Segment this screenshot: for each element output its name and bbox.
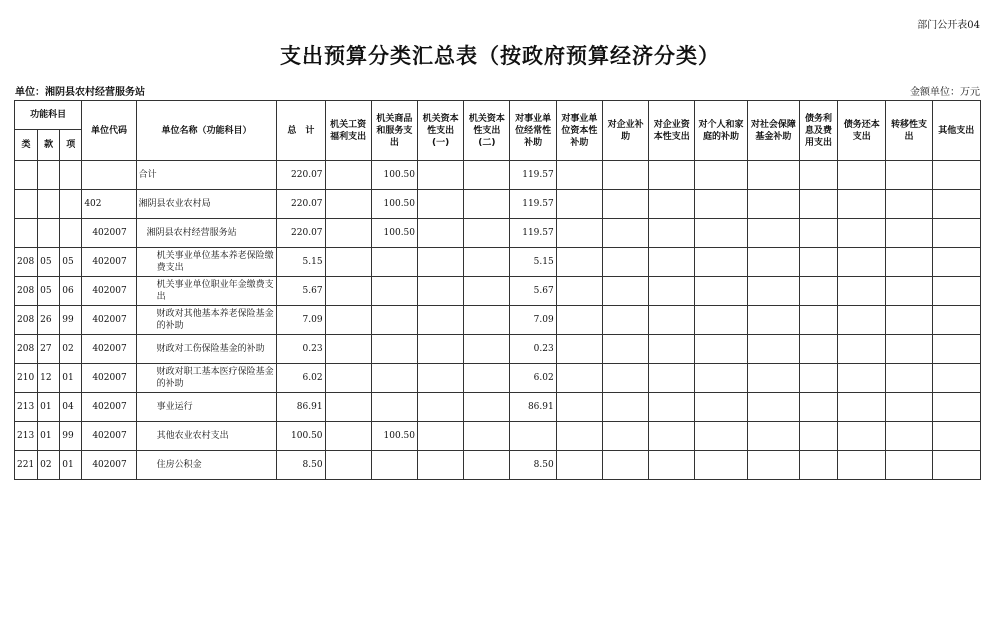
cell-c4 [464,364,510,393]
cell-c7 [602,219,648,248]
cell-lei [15,190,38,219]
cell-xiang: 99 [60,306,82,335]
header-c10: 对社会保障基金补助 [747,101,799,161]
cell-c13 [886,248,932,277]
cell-c2 [371,364,417,393]
cell-c6 [556,451,602,480]
cell-c12 [838,277,886,306]
cell-c14 [932,190,980,219]
cell-xiang [60,219,82,248]
cell-c5: 0.23 [510,335,556,364]
table-row [15,393,981,422]
cell-c10 [747,393,799,422]
cell-c4 [464,335,510,364]
cell-c9 [695,219,747,248]
cell-total: 86.91 [277,393,325,422]
cell-unit-code: 402 [82,190,136,219]
cell-xiang: 01 [60,364,82,393]
cell-c10 [747,161,799,190]
cell-c3 [418,364,464,393]
cell-c13 [886,277,932,306]
cell-c1 [325,277,371,306]
cell-unit-code: 402007 [82,219,136,248]
cell-c1 [325,161,371,190]
cell-c6 [556,190,602,219]
cell-total: 0.23 [277,335,325,364]
cell-c2: 100.50 [371,422,417,451]
cell-kuan: 27 [38,335,60,364]
header-kuan: 款 [38,130,60,161]
header-c2: 机关商品和服务支出 [371,101,417,161]
table-row [15,335,981,364]
cell-lei: 208 [15,335,38,364]
cell-lei: 213 [15,422,38,451]
cell-c7 [602,364,648,393]
cell-c3 [418,248,464,277]
cell-c13 [886,364,932,393]
cell-c9 [695,277,747,306]
cell-c2: 100.50 [371,190,417,219]
cell-c9 [695,248,747,277]
cell-c12 [838,248,886,277]
cell-c6 [556,219,602,248]
expenditure-table [14,100,981,480]
table-row [15,277,981,306]
table-row [15,451,981,480]
header-unit-code: 单位代码 [82,101,136,161]
cell-kuan: 02 [38,451,60,480]
cell-c10 [747,422,799,451]
amount-unit-label: 金额单位：万元 [910,87,980,98]
cell-c4 [464,306,510,335]
cell-c1 [325,451,371,480]
cell-kuan [38,190,60,219]
header-c1: 机关工资福利支出 [325,101,371,161]
cell-c7 [602,422,648,451]
cell-c14 [932,451,980,480]
header-c14: 其他支出 [932,101,980,161]
cell-lei: 210 [15,364,38,393]
table-row [15,422,981,451]
cell-c10 [747,335,799,364]
cell-unit-name: 合计 [136,161,277,190]
cell-c13 [886,335,932,364]
cell-c3 [418,422,464,451]
table-row [15,161,981,190]
table-body [15,161,981,480]
cell-c9 [695,393,747,422]
cell-lei [15,219,38,248]
cell-c13 [886,219,932,248]
cell-c9 [695,306,747,335]
cell-c13 [886,422,932,451]
cell-c12 [838,451,886,480]
header-c6: 对事业单位资本性补助 [556,101,602,161]
cell-c5: 8.50 [510,451,556,480]
cell-c10 [747,451,799,480]
header-c11: 债务利息及费用支出 [799,101,837,161]
cell-unit-code: 402007 [82,335,136,364]
cell-c11 [799,422,837,451]
cell-c10 [747,364,799,393]
header-c3: 机关资本性支出(一) [418,101,464,161]
cell-c14 [932,422,980,451]
cell-total: 5.67 [277,277,325,306]
cell-c14 [932,364,980,393]
cell-unit-name: 湘阴县农业农村局 [136,190,277,219]
page-title: 支出预算分类汇总表（按政府预算经济分类） [280,44,720,68]
cell-c7 [602,190,648,219]
cell-unit-code: 402007 [82,422,136,451]
cell-c3 [418,451,464,480]
cell-unit-code: 402007 [82,364,136,393]
cell-c3 [418,306,464,335]
header-c5: 对事业单位经常性补助 [510,101,556,161]
cell-c14 [932,306,980,335]
cell-c8 [649,306,695,335]
cell-c12 [838,161,886,190]
cell-c14 [932,393,980,422]
cell-total: 220.07 [277,219,325,248]
cell-c8 [649,364,695,393]
cell-c14 [932,248,980,277]
cell-unit-code: 402007 [82,306,136,335]
cell-c13 [886,393,932,422]
cell-c7 [602,451,648,480]
cell-c6 [556,393,602,422]
cell-c8 [649,451,695,480]
cell-c1 [325,248,371,277]
cell-c2 [371,306,417,335]
cell-c5: 86.91 [510,393,556,422]
cell-lei: 208 [15,248,38,277]
cell-c4 [464,219,510,248]
cell-c5: 119.57 [510,190,556,219]
cell-unit-code [82,161,136,190]
cell-c9 [695,451,747,480]
cell-c1 [325,306,371,335]
cell-c9 [695,335,747,364]
header-lei: 类 [15,130,38,161]
cell-unit-name: 机关事业单位职业年金缴费支出 [136,277,277,306]
header-c4: 机关资本性支出(二) [464,101,510,161]
cell-c1 [325,393,371,422]
cell-c7 [602,306,648,335]
cell-c11 [799,161,837,190]
cell-unit-name: 住房公积金 [136,451,277,480]
cell-c11 [799,248,837,277]
cell-c2 [371,248,417,277]
cell-c10 [747,248,799,277]
cell-c14 [932,335,980,364]
cell-c14 [932,277,980,306]
cell-unit-name: 事业运行 [136,393,277,422]
cell-c7 [602,335,648,364]
cell-xiang [60,190,82,219]
cell-kuan [38,161,60,190]
table-row [15,364,981,393]
cell-total: 8.50 [277,451,325,480]
cell-c5: 6.02 [510,364,556,393]
cell-c12 [838,306,886,335]
cell-c6 [556,422,602,451]
cell-c3 [418,190,464,219]
cell-total: 5.15 [277,248,325,277]
table-row [15,306,981,335]
cell-c11 [799,219,837,248]
cell-c8 [649,161,695,190]
cell-c10 [747,219,799,248]
cell-total: 220.07 [277,190,325,219]
cell-total: 7.09 [277,306,325,335]
header-c12: 债务还本支出 [838,101,886,161]
cell-kuan: 01 [38,422,60,451]
cell-unit-name: 湘阴县农村经营服务站 [136,219,277,248]
cell-kuan: 05 [38,277,60,306]
cell-unit-code: 402007 [82,248,136,277]
cell-c5: 119.57 [510,161,556,190]
cell-c8 [649,422,695,451]
cell-c12 [838,422,886,451]
cell-xiang: 02 [60,335,82,364]
cell-c6 [556,364,602,393]
cell-total: 100.50 [277,422,325,451]
cell-c3 [418,277,464,306]
cell-kuan: 05 [38,248,60,277]
cell-xiang: 04 [60,393,82,422]
cell-c4 [464,248,510,277]
cell-c8 [649,277,695,306]
cell-c11 [799,364,837,393]
cell-c11 [799,393,837,422]
cell-c2 [371,393,417,422]
cell-c12 [838,219,886,248]
cell-c2 [371,277,417,306]
cell-unit-code: 402007 [82,451,136,480]
cell-c4 [464,277,510,306]
cell-c3 [418,219,464,248]
cell-c4 [464,393,510,422]
cell-c13 [886,190,932,219]
cell-c11 [799,306,837,335]
cell-c3 [418,161,464,190]
cell-c12 [838,364,886,393]
cell-c13 [886,161,932,190]
cell-c9 [695,364,747,393]
cell-xiang: 01 [60,451,82,480]
header-xiang: 项 [60,130,82,161]
cell-lei [15,161,38,190]
cell-c11 [799,335,837,364]
cell-xiang [60,161,82,190]
header-c8: 对企业资本性支出 [649,101,695,161]
cell-c6 [556,335,602,364]
cell-c9 [695,161,747,190]
cell-c2 [371,335,417,364]
cell-lei: 213 [15,393,38,422]
cell-xiang: 06 [60,277,82,306]
unit-label: 单位：湘阴县农村经营服务站 [15,87,145,98]
cell-kuan: 01 [38,393,60,422]
cell-c4 [464,190,510,219]
header-c9: 对个人和家庭的补助 [695,101,747,161]
cell-c10 [747,277,799,306]
cell-c12 [838,393,886,422]
header-c7: 对企业补助 [602,101,648,161]
cell-c13 [886,306,932,335]
form-number: 部门公开表04 [917,20,980,31]
cell-c7 [602,393,648,422]
cell-total: 6.02 [277,364,325,393]
table-row [15,248,981,277]
cell-lei: 221 [15,451,38,480]
cell-c5: 5.15 [510,248,556,277]
cell-c1 [325,364,371,393]
cell-c4 [464,451,510,480]
cell-c14 [932,219,980,248]
cell-lei: 208 [15,277,38,306]
cell-lei: 208 [15,306,38,335]
cell-c3 [418,335,464,364]
cell-c5 [510,422,556,451]
cell-c5: 5.67 [510,277,556,306]
cell-xiang: 05 [60,248,82,277]
cell-c5: 7.09 [510,306,556,335]
cell-c6 [556,248,602,277]
cell-c7 [602,277,648,306]
cell-c11 [799,451,837,480]
cell-c7 [602,248,648,277]
cell-c4 [464,422,510,451]
cell-total: 220.07 [277,161,325,190]
cell-c8 [649,335,695,364]
cell-c9 [695,422,747,451]
cell-c2: 100.50 [371,219,417,248]
cell-c10 [747,190,799,219]
table-row [15,190,981,219]
cell-unit-name: 财政对职工基本医疗保险基金的补助 [136,364,277,393]
cell-c2: 100.50 [371,161,417,190]
cell-kuan [38,219,60,248]
cell-xiang: 99 [60,422,82,451]
cell-kuan: 12 [38,364,60,393]
table-row [15,219,981,248]
cell-c7 [602,161,648,190]
cell-c8 [649,248,695,277]
cell-unit-name: 其他农业农村支出 [136,422,277,451]
cell-c12 [838,335,886,364]
cell-c10 [747,306,799,335]
cell-c4 [464,161,510,190]
cell-c11 [799,277,837,306]
cell-unit-name: 机关事业单位基本养老保险缴费支出 [136,248,277,277]
cell-c3 [418,393,464,422]
cell-c6 [556,161,602,190]
header-total: 总 计 [277,101,325,161]
header-c13: 转移性支出 [886,101,932,161]
cell-unit-code: 402007 [82,393,136,422]
cell-c8 [649,219,695,248]
cell-c9 [695,190,747,219]
cell-c8 [649,190,695,219]
cell-c6 [556,277,602,306]
cell-c11 [799,190,837,219]
cell-unit-name: 财政对其他基本养老保险基金的补助 [136,306,277,335]
header-unit-name: 单位名称（功能科目） [136,101,277,161]
cell-kuan: 26 [38,306,60,335]
cell-c1 [325,422,371,451]
cell-c1 [325,335,371,364]
cell-c6 [556,306,602,335]
cell-unit-code: 402007 [82,277,136,306]
cell-c8 [649,393,695,422]
cell-c1 [325,219,371,248]
cell-c13 [886,451,932,480]
cell-c14 [932,161,980,190]
cell-unit-name: 财政对工伤保险基金的补助 [136,335,277,364]
cell-c2 [371,451,417,480]
header-func-subject: 功能科目 [15,101,82,130]
cell-c5: 119.57 [510,219,556,248]
cell-c12 [838,190,886,219]
cell-c1 [325,190,371,219]
